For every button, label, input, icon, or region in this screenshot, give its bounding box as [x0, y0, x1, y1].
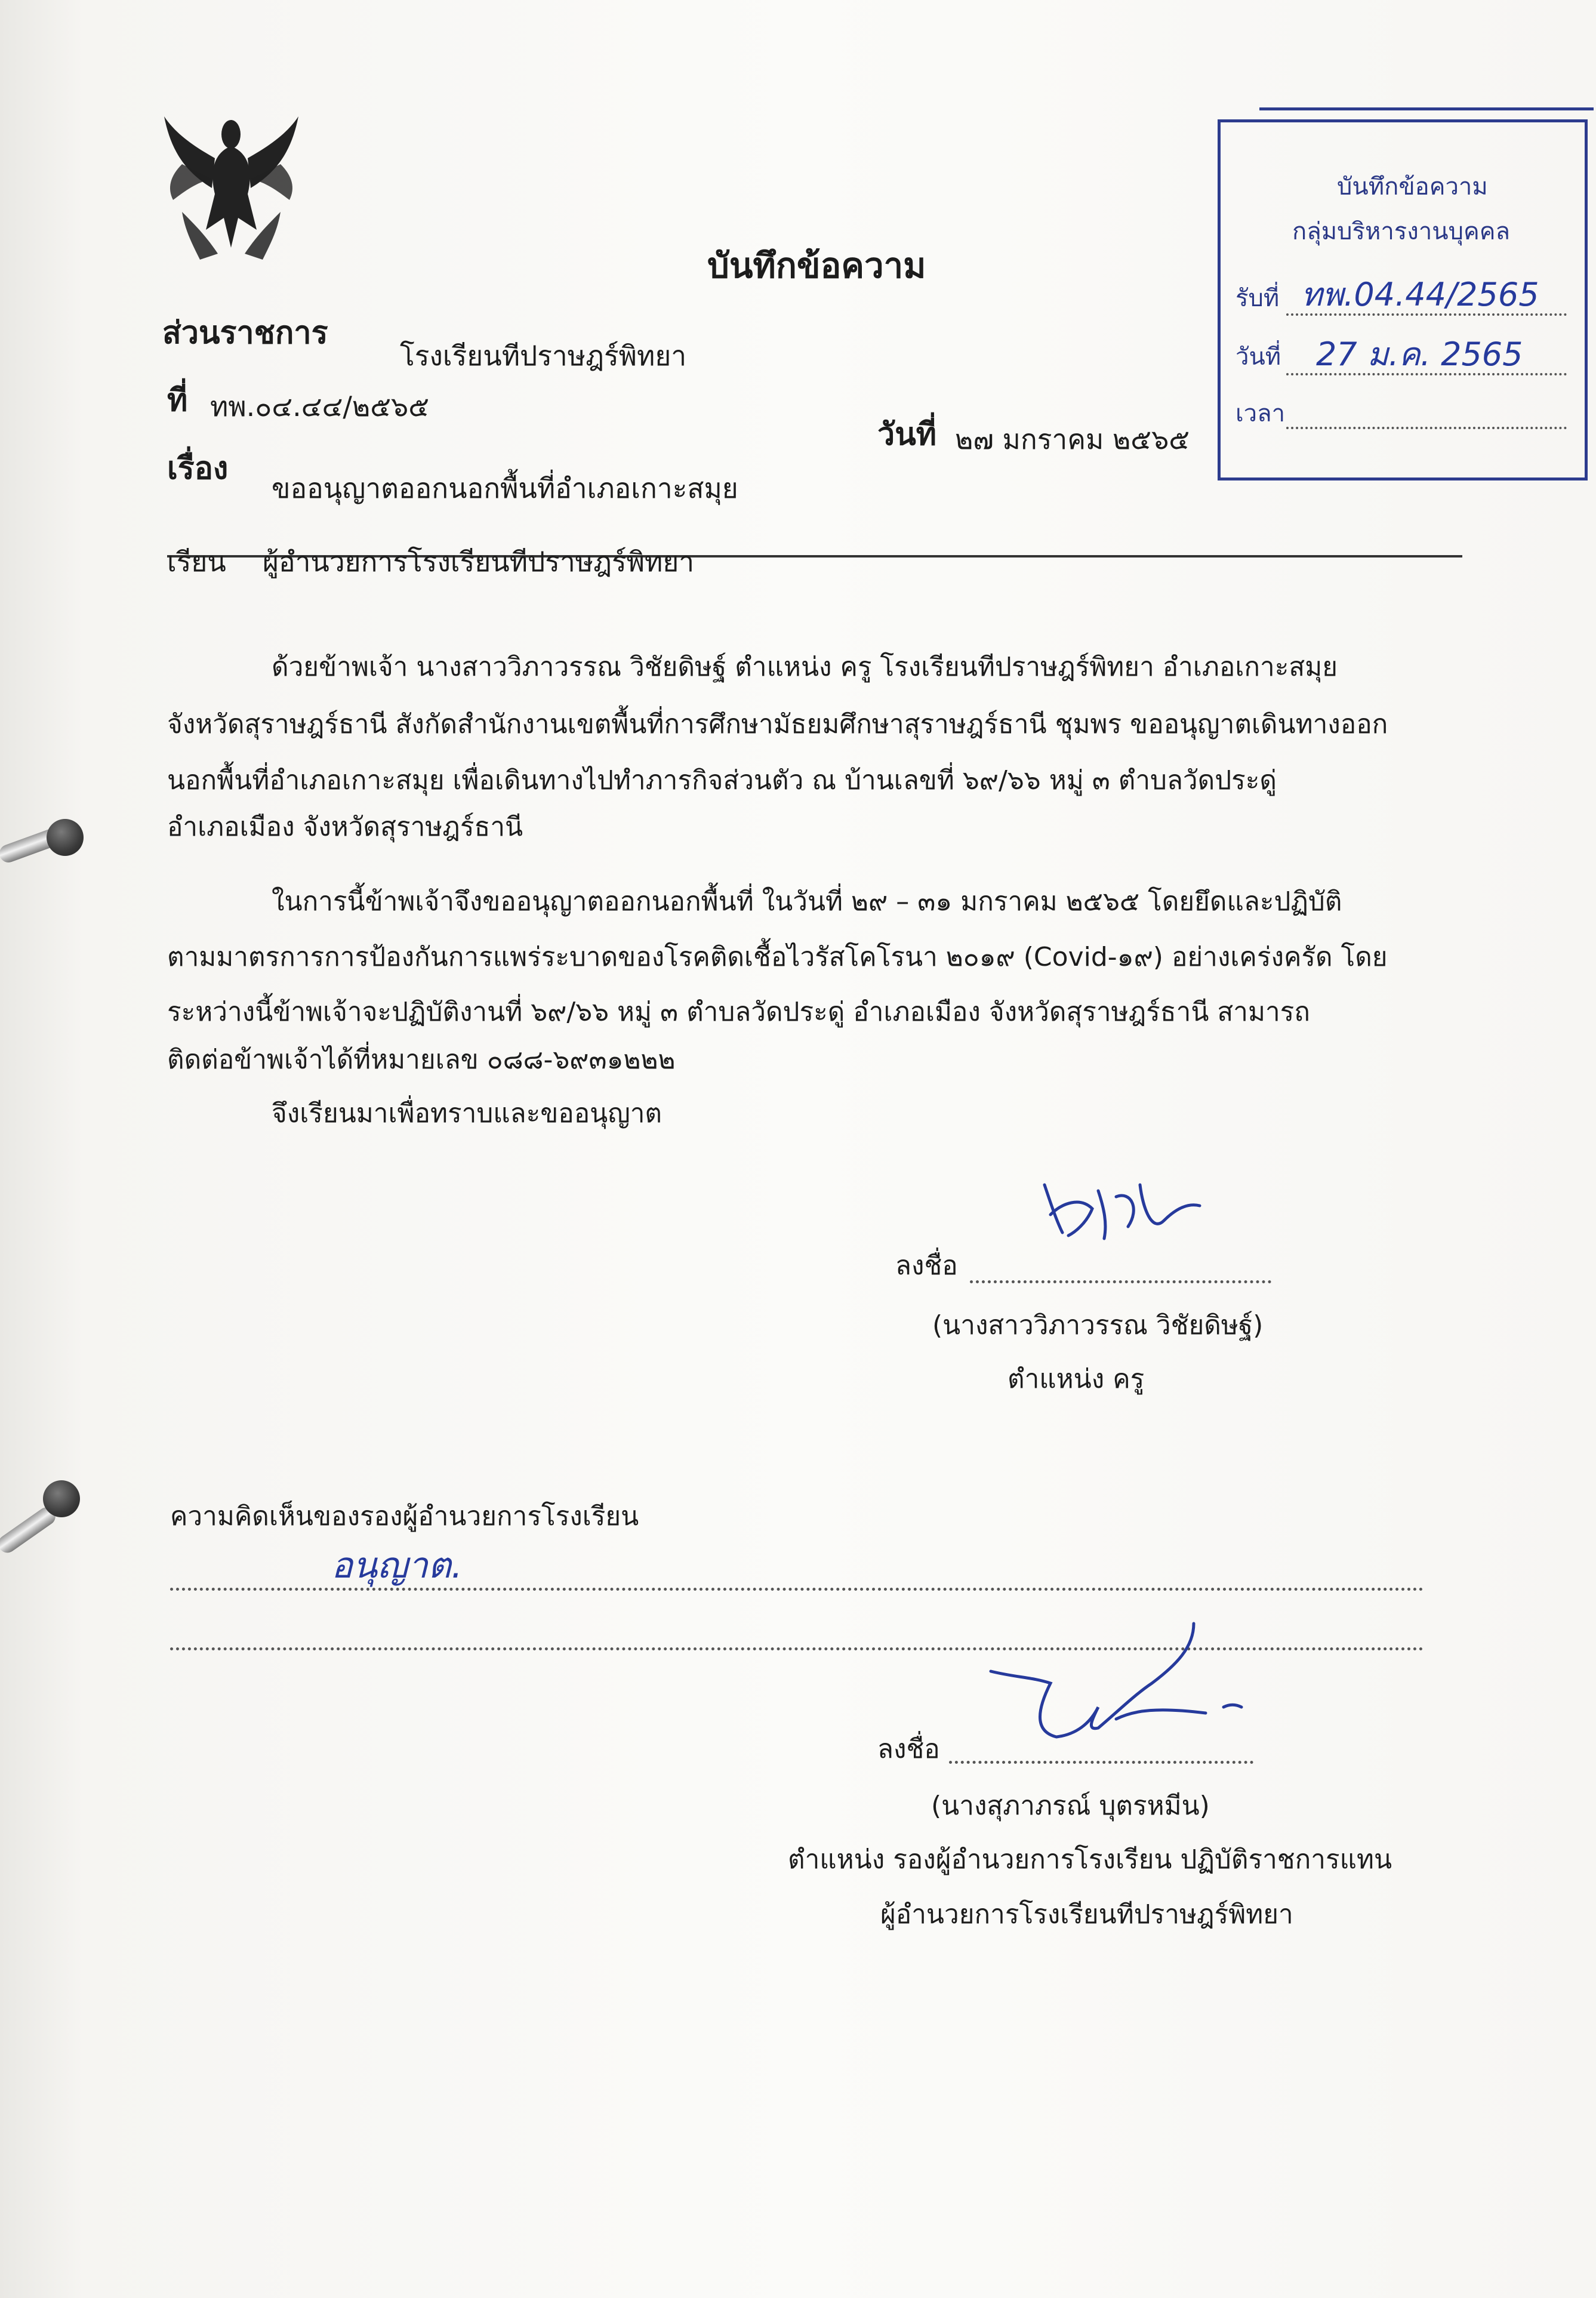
- agency-label: ส่วนราชการ: [162, 315, 328, 351]
- to-label: เรียน: [167, 546, 226, 578]
- sign1-dotline: [970, 1280, 1271, 1283]
- sign2-dotline: [949, 1761, 1253, 1764]
- opinion-handwritten: อนุญาต.: [331, 1545, 463, 1587]
- opinion-dotline-1: [170, 1588, 1424, 1591]
- stamp-receive-label: รับที่: [1235, 285, 1280, 312]
- opinion-label: ความคิดเห็นของรองผู้อำนวยการโรงเรียน: [170, 1501, 639, 1532]
- body-p2-line2: ตามมาตรการการป้องกันการแพร่ระบาดของโรคติดเชื้อไวรัสโคโรนา ๒๐๑๙ (Covid-๑๙) อย่างเคร่งครัด โดย: [167, 942, 1388, 972]
- stamp-date-value: 27 ม.ค. 2565: [1316, 335, 1523, 373]
- stamp-receive-dotline: [1286, 313, 1567, 316]
- body-p3: จึงเรียนมาเพื่อทราบและขออนุญาต: [272, 1098, 662, 1129]
- sign1-name: (นางสาววิภาวรรณ วิชัยดิษฐ์): [932, 1310, 1264, 1341]
- agency-value: โรงเรียนทีปราษฎร์พิทยา: [400, 340, 687, 372]
- stamp-time-dotline: [1286, 427, 1567, 429]
- body-p1-line3: นอกพื้นที่อำเภอเกาะสมุย เพื่อเดินทางไปทำภารกิจส่วนตัว ณ บ้านเลขที่ ๖๙/๖๖ หมู่ ๓ ตำบลวัดประดู่: [167, 765, 1277, 796]
- stamp-date-dotline: [1286, 373, 1567, 375]
- binder-ring-bottom-end: [43, 1480, 80, 1517]
- subject-label: เรื่อง: [167, 451, 229, 486]
- sign1-position: ตำแหน่ง ครู: [1007, 1364, 1145, 1394]
- to-value: ผู้อำนวยการโรงเรียนทีปราษฎร์พิทยา: [263, 546, 695, 578]
- date-value: ๒๗ มกราคม ๒๕๖๕: [955, 423, 1190, 455]
- body-p1-line4: อำเภอเมือง จังหวัดสุราษฎร์ธานี: [167, 812, 523, 842]
- stamp-top-border: [1259, 107, 1594, 110]
- receipt-stamp: [1218, 119, 1588, 480]
- ref-value: ทพ.๐๔.๔๔/๒๕๖๕: [210, 390, 430, 423]
- body-p2-line1: ในการนี้ข้าพเจ้าจึงขออนุญาตออกนอกพื้นที่ ในวันที่ ๒๙ – ๓๑ มกราคม ๒๕๖๕ โดยยึดและปฏิบัติ: [272, 886, 1342, 917]
- stamp-receive-value: ทพ.04.44/2565: [1301, 276, 1539, 313]
- ref-label: ที่: [167, 383, 188, 418]
- date-label: วันที่: [877, 417, 937, 452]
- stamp-line2: กลุ่มบริหารงานบุคคล: [1292, 218, 1511, 245]
- binder-ring-top-end: [47, 819, 84, 856]
- sign2-name: (นางสุภาภรณ์ บุตรหมีน): [931, 1791, 1210, 1821]
- garuda-emblem: [158, 110, 304, 266]
- deputy-director-signature: [979, 1618, 1265, 1755]
- body-p2-line4: ติดต่อข้าพเจ้าได้ที่หมายเลข ๐๘๘-๖๙๓๑๒๒๒: [167, 1045, 676, 1075]
- sign2-position1: ตำแหน่ง รองผู้อำนวยการโรงเรียน ปฏิบัติราชการแทน: [788, 1844, 1392, 1875]
- sign1-label: ลงชื่อ: [895, 1250, 958, 1281]
- body-p2-line3: ระหว่างนี้ข้าพเจ้าจะปฏิบัติงานที่ ๖๙/๖๖ หมู่ ๓ ตำบลวัดประดู่ อำเภอเมือง จังหวัดสุราษฎร์ธานี สามารถ: [167, 997, 1310, 1027]
- memo-title: บันทึกข้อความ: [707, 245, 926, 286]
- stamp-date-label: วันที่: [1235, 343, 1281, 371]
- stamp-line1: บันทึกข้อความ: [1337, 173, 1488, 201]
- sign2-label: ลงชื่อ: [877, 1734, 940, 1764]
- body-p1-line2: จังหวัดสุราษฎร์ธานี สังกัดสำนักงานเขตพื้นที่การศึกษามัธยมศึกษาสุราษฎร์ธานี ชุมพร ขออนุญาตเดินทางออก: [167, 709, 1388, 740]
- teacher-signature: [1027, 1167, 1206, 1250]
- stamp-time-label: เวลา: [1235, 400, 1286, 427]
- subject-value: ขออนุญาตออกนอกพื้นที่อำเภอเกาะสมุย: [272, 472, 738, 504]
- body-p1-line1: ด้วยข้าพเจ้า นางสาววิภาวรรณ วิชัยดิษฐ์ ตำแหน่ง ครู โรงเรียนทีปราษฎร์พิทยา อำเภอเกาะสมุย: [272, 652, 1338, 682]
- sign2-position2: ผู้อำนวยการโรงเรียนทีปราษฎร์พิทยา: [880, 1899, 1293, 1930]
